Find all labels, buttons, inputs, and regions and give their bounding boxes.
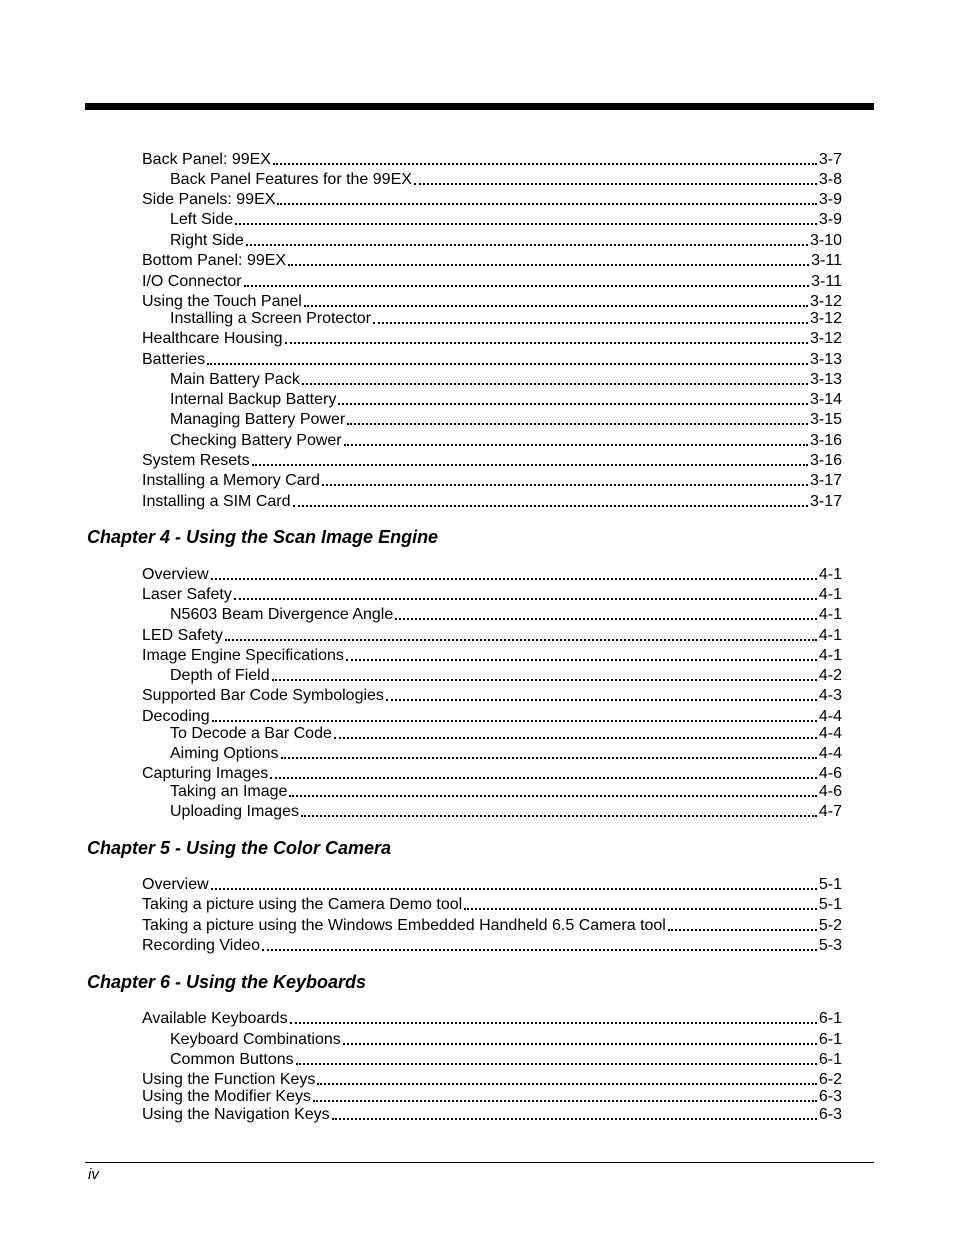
toc-entry-title: Checking Battery Power <box>170 432 342 449</box>
toc-entry-page: 3-11 <box>811 252 842 269</box>
footer-rule <box>85 1162 874 1163</box>
toc-entry[interactable] <box>142 349 842 369</box>
toc-entry-page: 4-6 <box>818 783 842 800</box>
dot-leader <box>334 737 817 739</box>
toc-entry-page: 4-1 <box>818 606 842 623</box>
toc-entry[interactable] <box>142 470 842 490</box>
toc-entry[interactable] <box>170 801 842 821</box>
toc-entry-page: 4-1 <box>818 627 842 644</box>
toc-entry[interactable] <box>142 625 842 645</box>
toc-entry-page: 3-12 <box>809 310 842 327</box>
dot-leader <box>317 1083 816 1085</box>
toc-entry-title: Using the Function Keys <box>142 1071 316 1088</box>
page-number: iv <box>88 1166 99 1183</box>
toc-entry-page: 3-14 <box>809 391 842 408</box>
toc-entry-page: 4-6 <box>818 765 842 782</box>
toc-entry-title: LED Safety <box>142 627 223 644</box>
toc-entry[interactable] <box>170 230 842 250</box>
dot-leader <box>272 679 817 681</box>
toc-entry[interactable] <box>142 328 842 348</box>
toc-entry-page: 3-16 <box>809 452 842 469</box>
dot-leader <box>347 423 808 425</box>
toc-entry-title: Decoding <box>142 708 210 725</box>
dot-leader <box>395 618 817 620</box>
toc-entry[interactable] <box>142 645 842 665</box>
chapter-heading: Chapter 5 - Using the Color Camera <box>87 838 392 858</box>
toc-entry-title: System Resets <box>142 452 250 469</box>
dot-leader <box>244 285 810 287</box>
toc-entry-title: Back Panel: 99EX <box>142 151 271 168</box>
toc-entry-page: 4-2 <box>818 667 842 684</box>
dot-leader <box>296 1063 817 1065</box>
toc-entry[interactable] <box>170 1049 842 1069</box>
dot-leader <box>301 815 817 817</box>
toc-entry-page: 3-7 <box>818 151 842 168</box>
dot-leader <box>322 484 808 486</box>
toc-entry-title: Supported Bar Code Symbologies <box>142 687 384 704</box>
dot-leader <box>293 505 808 507</box>
toc-entry-title: To Decode a Bar Code <box>170 725 332 742</box>
toc-entry[interactable] <box>142 1008 842 1028</box>
toc-entry[interactable] <box>142 189 842 209</box>
toc-entry-page: 6-1 <box>818 1010 842 1027</box>
toc-entry-title: Batteries <box>142 351 206 368</box>
dot-leader <box>273 163 817 165</box>
toc-entry-page: 3-17 <box>809 493 842 510</box>
dot-leader <box>290 1022 817 1024</box>
toc-entry-title: Back Panel Features for the 99EX <box>170 171 412 188</box>
toc-entry-page: 4-4 <box>818 745 842 762</box>
dot-leader <box>346 659 817 661</box>
toc-entry-title: Taking a picture using the Windows Embedded Handheld 6.5 Camera tool <box>142 917 666 934</box>
dot-leader <box>277 203 816 205</box>
dot-leader <box>234 598 817 600</box>
chapter-heading: Chapter 6 - Using the Keyboards <box>87 972 367 992</box>
toc-entry[interactable] <box>142 685 842 705</box>
toc-entry-title: Image Engine Specifications <box>142 647 344 664</box>
toc-entry-page: 4-1 <box>818 586 842 603</box>
dot-leader <box>386 699 817 701</box>
dot-leader <box>285 342 808 344</box>
toc-entry-title: Depth of Field <box>170 667 270 684</box>
toc-entry[interactable] <box>170 1029 842 1049</box>
toc-entry[interactable] <box>142 894 842 914</box>
toc-entry-title: Taking an Image <box>170 783 288 800</box>
toc-entry-title: Common Buttons <box>170 1051 294 1068</box>
toc-entry-page: 5-1 <box>818 876 842 893</box>
toc-entry-page: 5-2 <box>818 917 842 934</box>
dot-leader <box>304 305 808 307</box>
dot-leader <box>332 1118 817 1120</box>
toc-entry-page: 3-13 <box>809 351 842 368</box>
toc-entry-page: 4-1 <box>818 566 842 583</box>
toc-entry-page: 6-2 <box>818 1071 842 1088</box>
toc-entry-page: 3-12 <box>809 293 842 310</box>
dot-leader <box>252 464 808 466</box>
toc-entry[interactable] <box>142 1104 842 1124</box>
toc-entry[interactable] <box>142 149 842 169</box>
toc-entry-title: Right Side <box>170 232 244 249</box>
toc-entry[interactable] <box>142 935 842 955</box>
toc-entry-title: Main Battery Pack <box>170 371 300 388</box>
toc-entry-title: Managing Battery Power <box>170 411 346 428</box>
toc-entry-title: Installing a SIM Card <box>142 493 291 510</box>
toc-entry[interactable] <box>170 665 842 685</box>
toc-entry-page: 4-3 <box>818 687 842 704</box>
toc-entry-page: 4-4 <box>818 725 842 742</box>
toc-entry[interactable] <box>170 604 842 624</box>
toc-entry[interactable] <box>170 430 842 450</box>
toc-entry-page: 3-16 <box>809 432 842 449</box>
dot-leader <box>288 264 809 266</box>
toc-entry[interactable] <box>170 781 842 801</box>
toc-entry[interactable] <box>142 874 842 894</box>
header-rule <box>85 103 874 110</box>
toc-entry-title: I/O Connector <box>142 273 242 290</box>
dot-leader <box>343 1043 817 1045</box>
dot-leader <box>302 383 808 385</box>
toc-entry-page: 3-13 <box>809 371 842 388</box>
toc-entry-title: Capturing Images <box>142 765 269 782</box>
toc-entry-page: 4-1 <box>818 647 842 664</box>
toc-entry-title: Using the Modifier Keys <box>142 1088 311 1105</box>
dot-leader <box>414 183 817 185</box>
chapter-heading: Chapter 4 - Using the Scan Image Engine <box>87 527 439 547</box>
dot-leader <box>211 578 817 580</box>
toc-entry-page: 3-12 <box>809 330 842 347</box>
toc-entry[interactable] <box>142 1086 842 1106</box>
toc-entry[interactable] <box>142 450 842 470</box>
dot-leader <box>338 403 808 405</box>
toc-entry-title: Overview <box>142 566 209 583</box>
toc-entry-title: Uploading Images <box>170 803 299 820</box>
toc-entry-page: 6-3 <box>818 1106 842 1123</box>
toc-entry-page: 3-11 <box>811 273 842 290</box>
toc-entry[interactable] <box>142 763 842 783</box>
toc-entry-title: Keyboard Combinations <box>170 1031 341 1048</box>
toc-entry-title: Available Keyboards <box>142 1010 288 1027</box>
toc-entry-title: Using the Touch Panel <box>142 293 302 310</box>
toc-entry-page: 5-3 <box>818 937 842 954</box>
toc-entry-title: Overview <box>142 876 209 893</box>
toc-entry-title: Installing a Memory Card <box>142 472 320 489</box>
toc-entry-title: Side Panels: 99EX <box>142 191 276 208</box>
dot-leader <box>281 757 817 759</box>
toc-entry-title: Left Side <box>170 211 234 228</box>
toc-entry[interactable] <box>142 584 842 604</box>
dot-leader <box>464 908 817 910</box>
dot-leader <box>262 949 817 951</box>
toc-entry[interactable] <box>170 169 842 189</box>
toc-entry-page: 5-1 <box>818 896 842 913</box>
toc-entry-page: 3-8 <box>818 171 842 188</box>
toc-entry-title: Taking a picture using the Camera Demo tool <box>142 896 463 913</box>
toc-entry-page: 3-15 <box>809 411 842 428</box>
toc-entry-title: Installing a Screen Protector <box>170 310 371 327</box>
toc-entry[interactable] <box>170 409 842 429</box>
toc-entry-page: 6-1 <box>818 1031 842 1048</box>
dot-leader <box>344 444 808 446</box>
toc-entry-page: 3-17 <box>809 472 842 489</box>
toc-entry-page: 6-1 <box>818 1051 842 1068</box>
dot-leader <box>289 795 816 797</box>
dot-leader <box>207 363 808 365</box>
dot-leader <box>373 322 808 324</box>
dot-leader <box>270 777 817 779</box>
toc-entry-page: 3-9 <box>818 191 842 208</box>
toc-entry-title: Healthcare Housing <box>142 330 283 347</box>
toc-entry[interactable] <box>142 271 842 291</box>
toc-entry-title: N5603 Beam Divergence Angle <box>170 606 394 623</box>
toc-entry-title: Using the Navigation Keys <box>142 1106 330 1123</box>
toc-entry-title: Laser Safety <box>142 586 232 603</box>
toc-entry[interactable] <box>170 308 842 328</box>
toc-entry[interactable] <box>170 723 842 743</box>
dot-leader <box>313 1100 817 1102</box>
toc-entry-title: Internal Backup Battery <box>170 391 337 408</box>
toc-entry-title: Recording Video <box>142 937 261 954</box>
toc-entry-title: Bottom Panel: 99EX <box>142 252 287 269</box>
toc-entry[interactable] <box>142 250 842 270</box>
toc-entry[interactable] <box>170 209 842 229</box>
dot-leader <box>212 720 817 722</box>
dot-leader <box>246 244 808 246</box>
toc-entry-page: 4-7 <box>818 803 842 820</box>
toc-entry[interactable] <box>142 564 842 584</box>
toc-entry-page: 3-10 <box>809 232 842 249</box>
toc-entry[interactable] <box>142 491 842 511</box>
dot-leader <box>235 223 817 225</box>
toc-entry-title: Aiming Options <box>170 745 279 762</box>
toc-entry-page: 6-3 <box>818 1088 842 1105</box>
toc-entry[interactable] <box>170 389 842 409</box>
toc-entry[interactable] <box>170 369 842 389</box>
dot-leader <box>225 639 817 641</box>
toc-entry-page: 3-9 <box>818 211 842 228</box>
toc-entry[interactable] <box>170 743 842 763</box>
toc-entry-page: 4-4 <box>818 708 842 725</box>
dot-leader <box>211 888 817 890</box>
toc-entry[interactable] <box>142 915 842 935</box>
dot-leader <box>668 929 817 931</box>
